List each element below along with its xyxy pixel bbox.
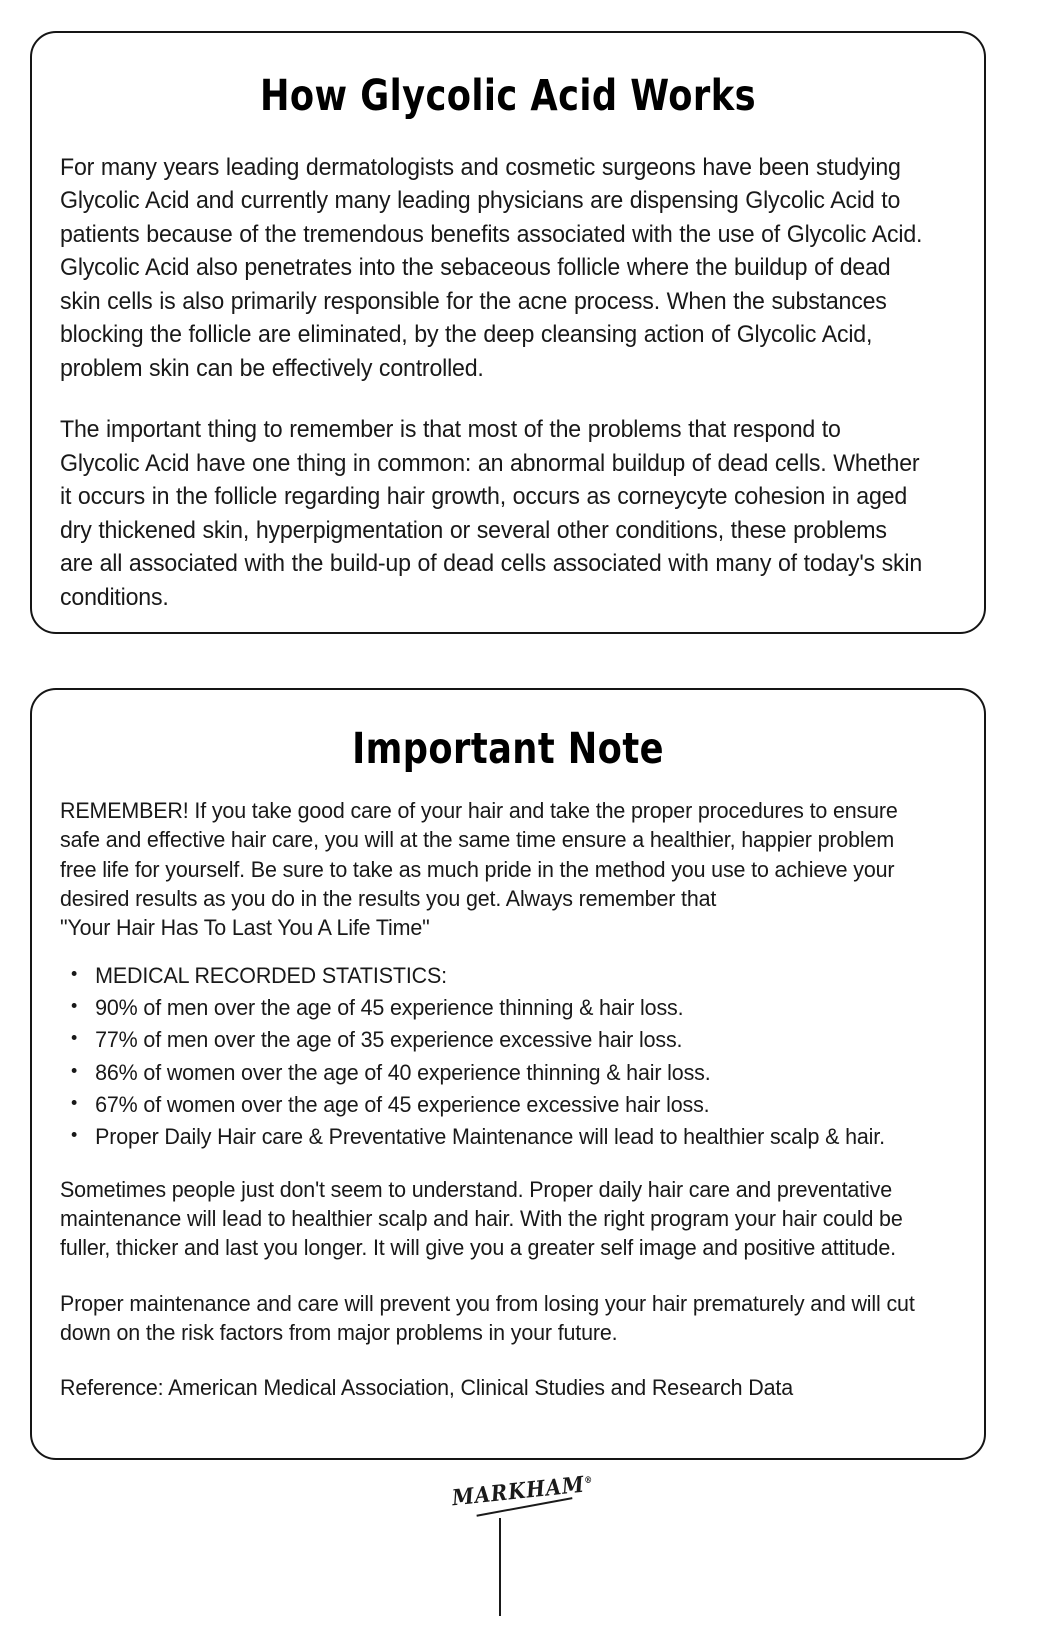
list-item-label: 67% of women over the age of 45 experience excessive hair loss.: [95, 1091, 710, 1117]
card-body-glycolic: [32, 71, 984, 614]
bullet-icon: [72, 1035, 77, 1040]
bullet-icon: [72, 1100, 77, 1105]
page-title-glycolic: How Glycolic Acid Works: [260, 71, 756, 121]
list-item: [60, 1089, 934, 1121]
paragraph-note-2: Proper maintenance and care will prevent you from losing your hair prematurely and will cut down on the risk factors from major problems in your future.: [60, 1290, 915, 1345]
paragraph-glycolic-2: The important thing to remember is that most of the problems that respond to Glycolic Acid have one thing in common: an abnormal buildup of dead cells. Whether it occurs in the follicle regarding hair growth, occurs as corneycyte cohesion in aged dry thickened skin, hyperpigmentation or several other conditions, these problems are all associated with the build-up of dead cells associated with many of today's skin conditions.: [60, 416, 923, 611]
list-item-label: 77% of men over the age of 35 experience excessive hair loss.: [95, 1027, 683, 1053]
list-item-label: 90% of men over the age of 45 experience thinning & hair loss.: [95, 995, 684, 1021]
list-item: [60, 1057, 934, 1089]
bullet-icon: [72, 971, 77, 976]
signature-stem: [499, 1518, 501, 1616]
paragraph-note-intro: REMEMBER! If you take good care of your hair and take the proper procedures to ensure safe and effective hair care, you will at the same time ensure a healthier, happier problem free life for yourself. Be sure to take as much pride in the method you use to achieve your desired results as you do in the results you get. Always remember that: [60, 798, 898, 911]
bullet-icon: [72, 1068, 77, 1073]
list-item: [60, 960, 934, 992]
list-item: [60, 1121, 934, 1153]
paragraph-note-1: Sometimes people just don't seem to understand. Proper daily hair care and preventative maintenance will lead to healthier scalp and hair. With the right program your hair could be fuller, thicker and last you longer. It will give you a greater self image and positive attitude.: [60, 1176, 903, 1261]
brand-signature: [0, 1471, 1046, 1512]
bullet-icon: [72, 1132, 77, 1137]
markham-logo: [451, 1471, 596, 1516]
card-how-glycolic-acid-works: [30, 31, 986, 634]
quote-hair-last-a-life-time: "Your Hair Has To Last You A Life Time": [60, 915, 430, 940]
card-body-note: [32, 724, 984, 1402]
registered-trademark-icon: ®: [583, 1475, 594, 1487]
list-item-label: 86% of women over the age of 40 experience thinning & hair loss.: [95, 1059, 711, 1085]
card-important-note: [30, 688, 986, 1460]
list-item-label: Proper Daily Hair care & Preventative Maintenance will lead to healthier scalp & hair.: [95, 1123, 885, 1149]
page-title-important-note: Important Note: [352, 724, 664, 774]
reference-line: Reference: American Medical Association, Clinical Studies and Research Data: [60, 1375, 794, 1401]
bullet-icon: [72, 1003, 77, 1008]
list-item: [60, 992, 934, 1024]
paragraph-glycolic-1: For many years leading dermatologists and cosmetic surgeons have been studying Glycolic Acid and currently many leading physicians are dispensing Glycolic Acid to patients because of the tremendous benefits associated with the use of Glycolic Acid. Glycolic Acid also penetrates into the sebaceous follicle where the buildup of dead skin cells is also primarily responsible for the acne process. When the substances blocking the follicle are eliminated, by the deep cleansing action of Glycolic Acid, problem skin can be effectively controlled.: [60, 154, 923, 382]
list-item: [60, 1024, 934, 1056]
medical-statistics-list: [60, 960, 956, 1153]
list-item-label: MEDICAL RECORDED STATISTICS:: [95, 963, 447, 989]
markham-wordmark: MARKHAM: [450, 1471, 586, 1512]
